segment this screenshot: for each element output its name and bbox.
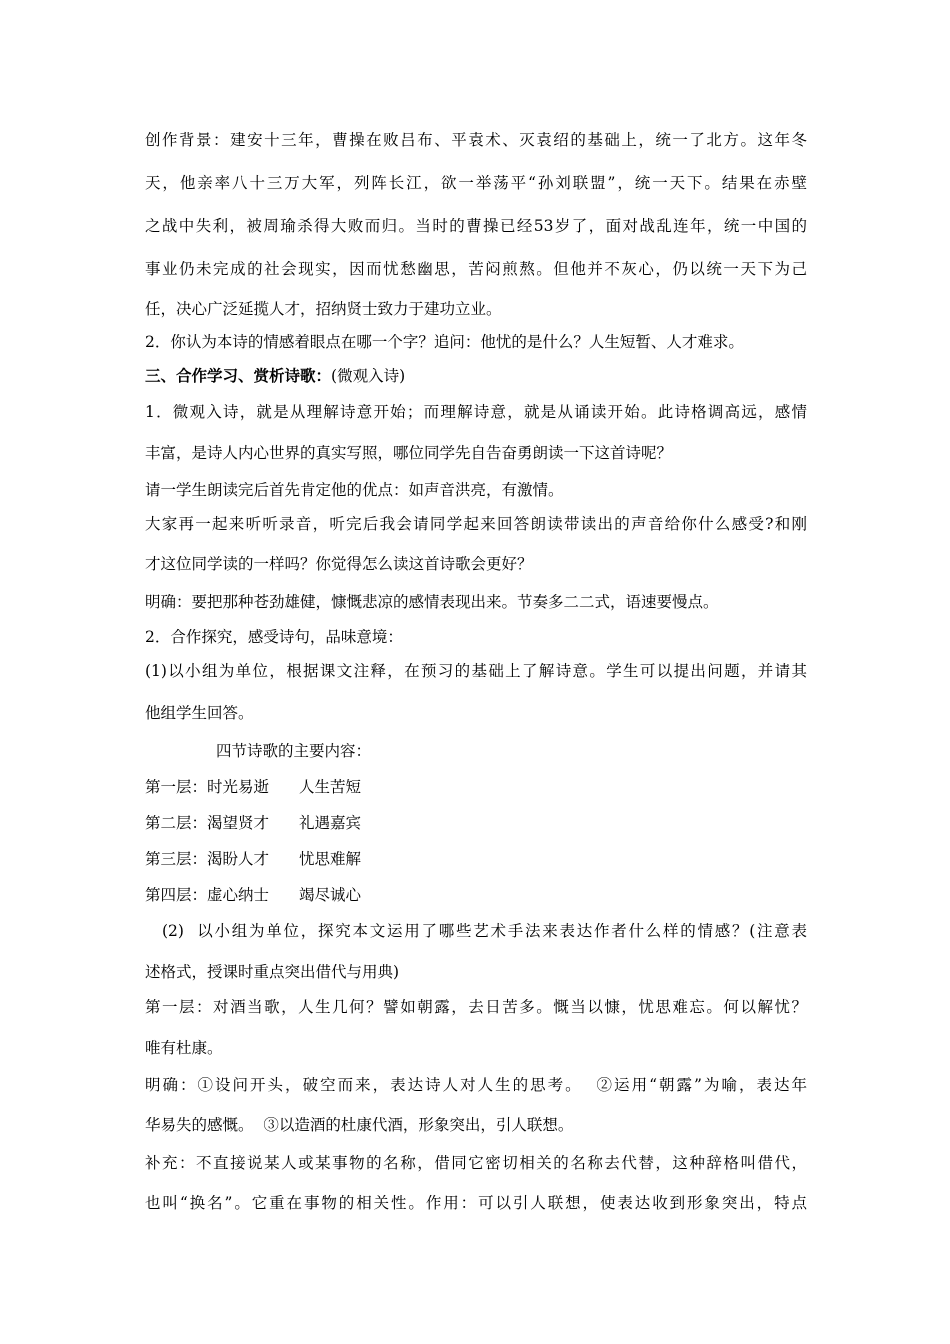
section-3-heading <box>145 364 405 386</box>
background-line-3: 之战中失利，被周瑜杀得大败而归。当时的曹操已经53岁了，面对战乱连年，统一中国的 <box>145 217 807 235</box>
layer-note: 礼遇嘉宾 <box>299 814 362 832</box>
layer-note: 竭尽诚心 <box>299 886 362 904</box>
recording-line-1: 大家再一起来听听录音，听完后我会请同学起来回答朗读带读出的声音给你什么感受?和刚 <box>145 515 807 533</box>
layer-1-clarify-line-1: 明确：①设问开头，破空而来，表达诗人对人生的思考。 ②运用“朝露”为喻，表达年 <box>145 1076 807 1094</box>
layer-1-poem-line-2: 唯有杜康。 <box>145 1039 223 1057</box>
layer-note: 人生苦短 <box>299 778 362 796</box>
background-line-4: 事业仍未完成的社会现实，因而忧愁幽思，苦闷煎熬。但他并不灰心，仍以统一天下为己 <box>145 260 807 278</box>
section-3-title: 三、合作学习、赏析诗歌： <box>145 366 332 385</box>
layer-1-poem-line-1: 第一层：对酒当歌，人生几何？譬如朝露，去日苦多。慨当以慷，忧思难忘。何以解忧？ <box>145 998 807 1016</box>
layer-note: 忧思难解 <box>299 850 362 868</box>
group-task-1-line-2: 他组学生回答。 <box>145 704 254 722</box>
micro-reading-line-2: 丰富，是诗人内心世界的真实写照，哪位同学先自告奋勇朗读一下这首诗呢？ <box>145 444 673 462</box>
clarify-line: 明确：要把那种苍劲雄健，慷慨悲凉的感情表现出来。节奏多二二式，语速要慢点。 <box>145 593 719 611</box>
layer-name: 第四层：虚心纳士 <box>145 886 270 904</box>
group-task-2-line-2: 述格式，授课时重点突出借代与用典) <box>145 963 400 981</box>
question-2-line: 2．你认为本诗的情感着眼点在哪一个字？追问：他忧的是什么？人生短暂、人才难求。 <box>145 333 744 351</box>
background-line-2: 天，他亲率八十三万大军，列阵长江，欲一举荡平“孙刘联盟”，统一天下。结果在赤壁 <box>145 174 807 192</box>
micro-reading-line-1: 1．微观入诗，就是从理解诗意开始；而理解诗意，就是从诵读开始。此诗格调高远，感情 <box>145 403 807 421</box>
layer-row <box>145 847 361 869</box>
background-line-1: 创作背景：建安十三年，曹操在败吕布、平袁术、灭袁绍的基础上，统一了北方。这年冬 <box>145 131 807 149</box>
supplement-line-1: 补充：不直接说某人或某事物的名称，借同它密切相关的名称去代替，这种辞格叫借代， <box>145 1154 807 1172</box>
layer-row <box>145 811 361 833</box>
supplement-line-2: 也叫“换名”。它重在事物的相关性。作用：可以引人联想，使表达收到形象突出，特点 <box>145 1194 807 1212</box>
layer-1-clarify-line-2: 华易失的感慨。 ③以造酒的杜康代酒，形象突出，引人联想。 <box>145 1116 574 1134</box>
layer-name: 第二层：渴望贤才 <box>145 814 270 832</box>
main-content-heading: 四节诗歌的主要内容： <box>216 742 372 760</box>
layer-name: 第一层：时光易逝 <box>145 778 270 796</box>
section-3-subtitle: (微观入诗) <box>331 367 406 385</box>
group-task-1-line-1: (1)以小组为单位，根据课文注释，在预习的基础上了解诗意。学生可以提出问题，并请其 <box>145 662 807 680</box>
explore-heading: 2．合作探究，感受诗句，品味意境： <box>145 628 403 646</box>
layer-row <box>145 883 361 905</box>
layer-name: 第三层：渴盼人才 <box>145 850 270 868</box>
student-reading-line: 请一学生朗读完后首先肯定他的优点：如声音洪亮，有激情。 <box>145 481 564 499</box>
recording-line-2: 才这位同学读的一样吗？你觉得怎么读这首诗歌会更好？ <box>145 555 533 573</box>
background-line-5: 任，决心广泛延揽人才，招纳贤士致力于建功立业。 <box>145 300 502 318</box>
group-task-2-line-1: (2) 以小组为单位，探究本文运用了哪些艺术手法来表达作者什么样的情感？(注意表 <box>162 922 807 940</box>
layer-row <box>145 775 361 797</box>
